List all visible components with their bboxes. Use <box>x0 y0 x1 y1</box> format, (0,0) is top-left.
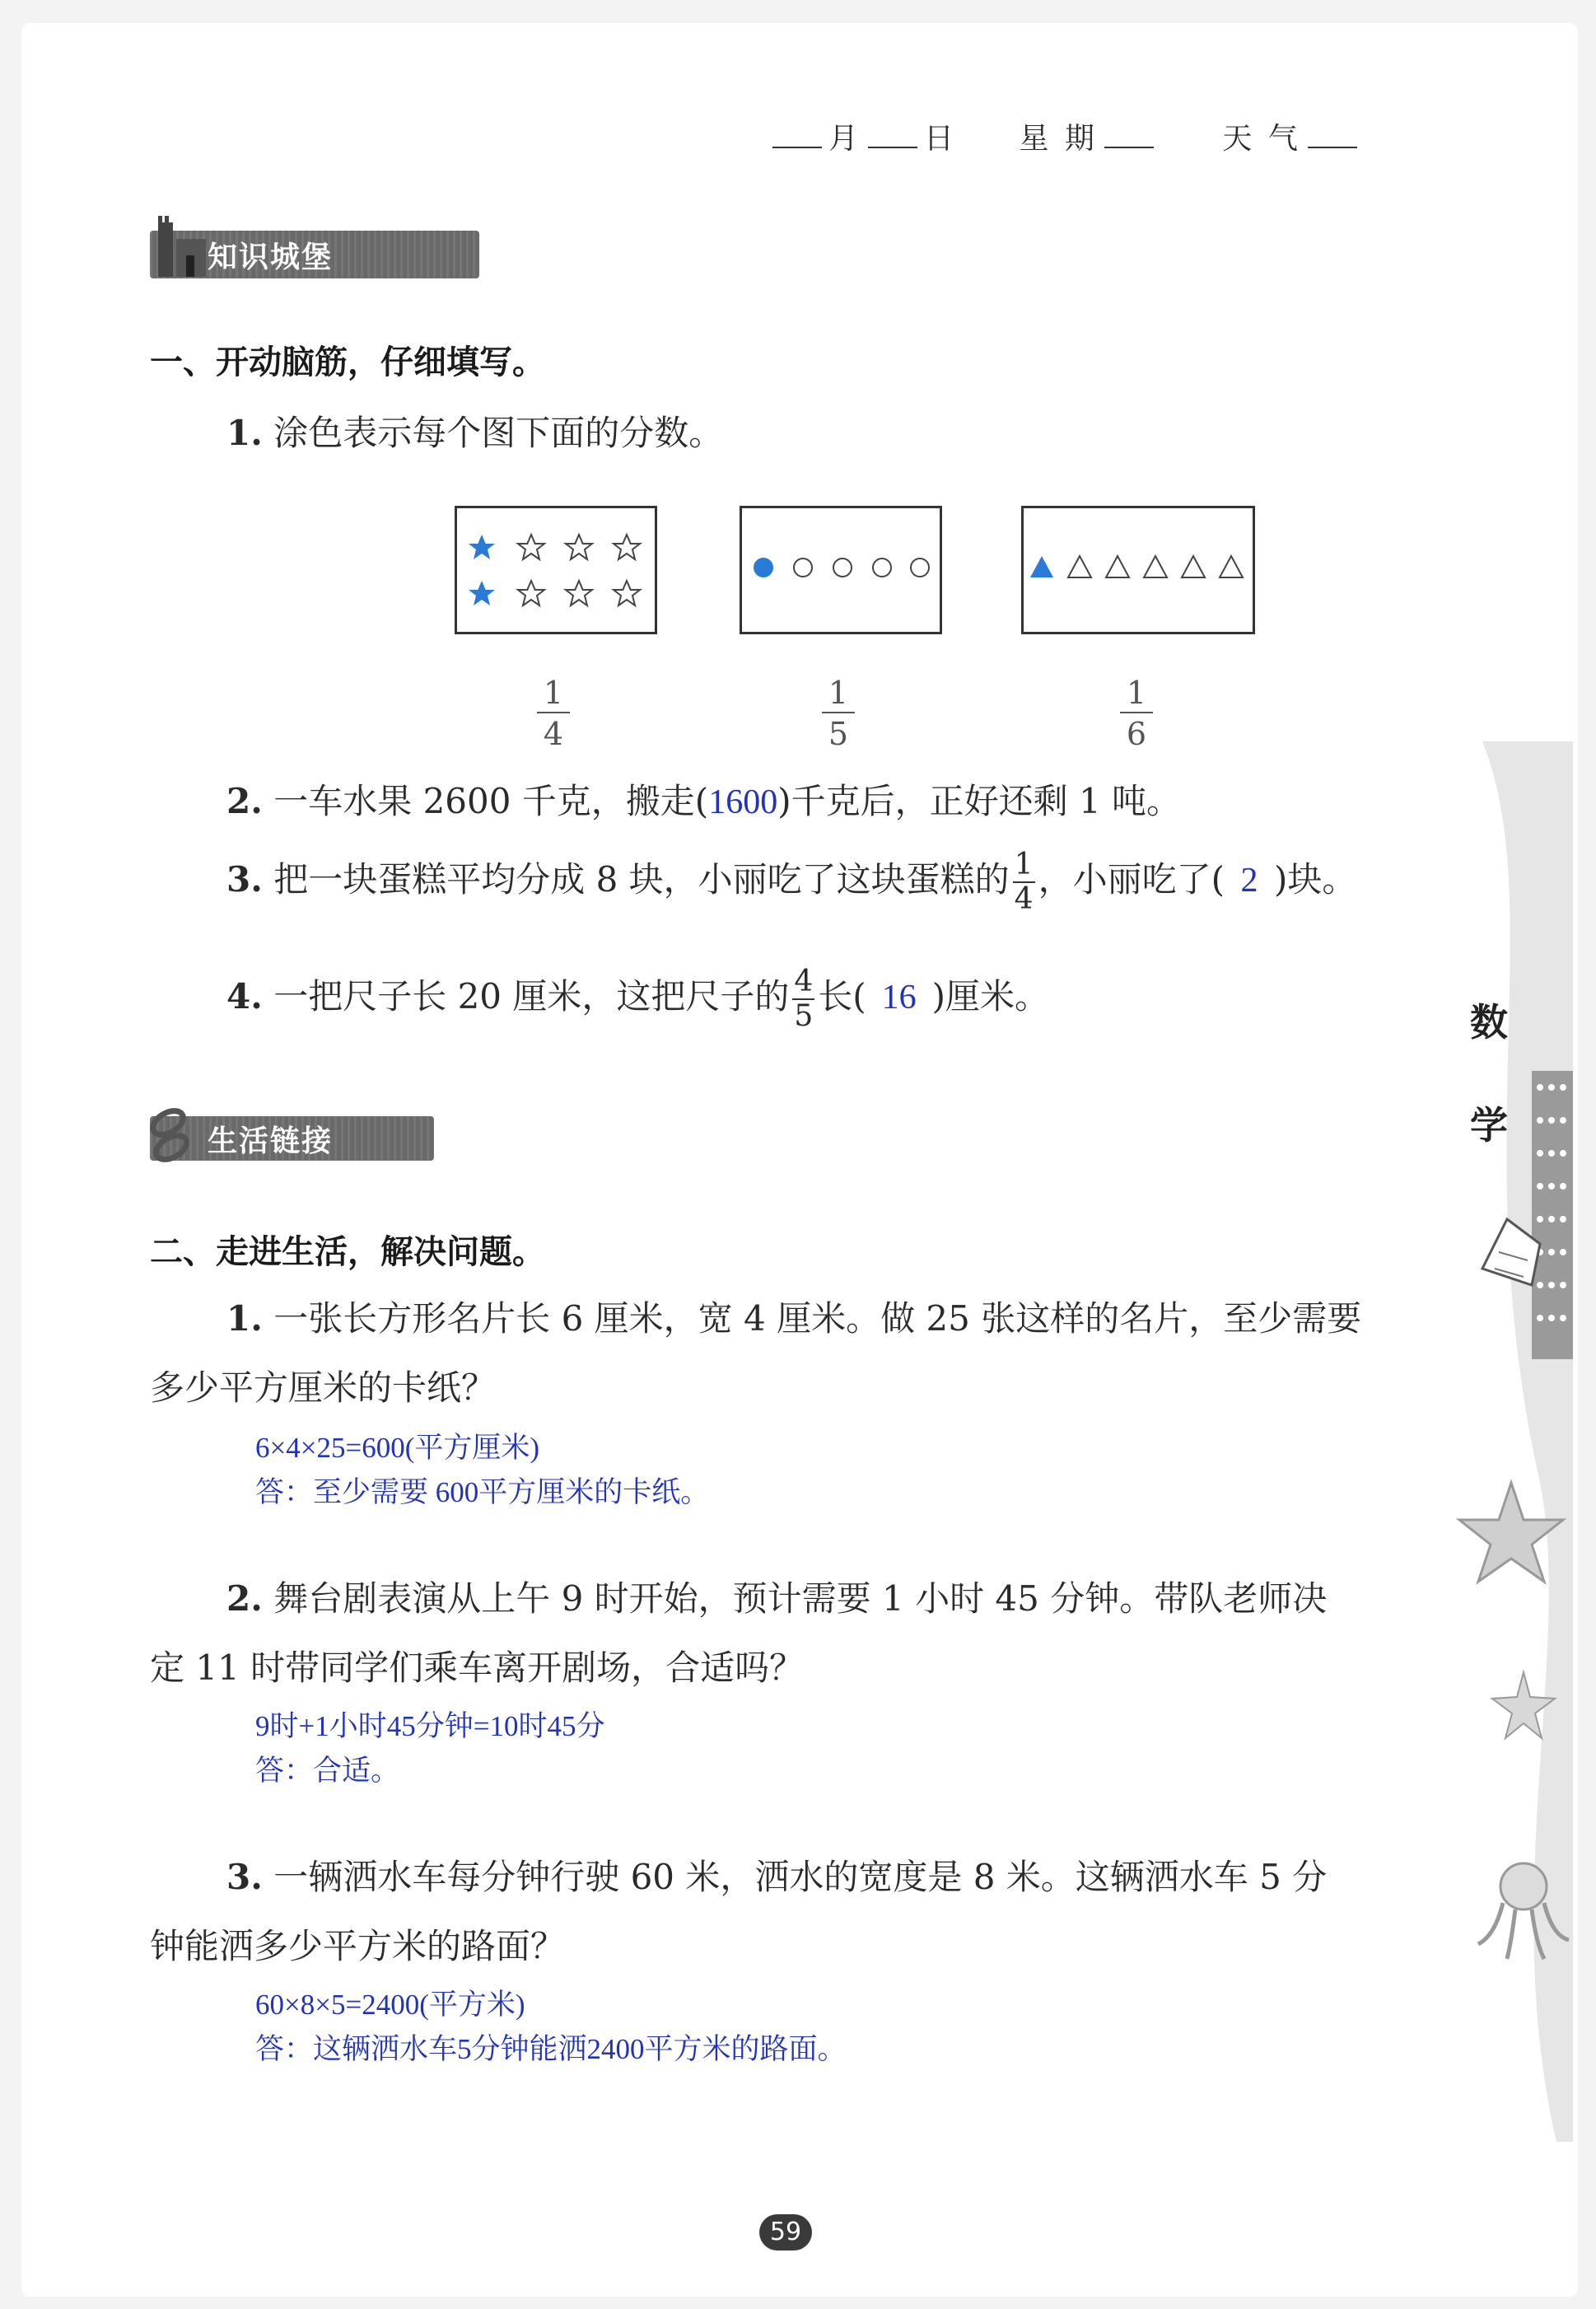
question-2: 2. 一车水果 2600 千克，搬走(1600)千克后，正好还剩 1 吨。 <box>226 781 1182 821</box>
sidebar-decoration <box>1449 741 1573 2142</box>
question-text: 涂色表示每个图下面的分数。 <box>273 413 724 453</box>
answer-work: 60×8×5=2400(平方米) <box>255 1989 525 2021</box>
problem-1-line2: 多少平方厘米的卡纸？ <box>150 1367 497 1408</box>
month-blank <box>772 122 822 148</box>
section-title: 二、走进生活，解决问题。 <box>150 1233 545 1271</box>
page-number: 59 <box>759 2214 812 2251</box>
answer-value: 1600 <box>708 783 778 821</box>
day-blank <box>868 122 917 148</box>
answer-work: 9时+1小时45分钟=10时45分 <box>255 1710 605 1742</box>
weekday-label: 星 期 <box>1019 122 1098 156</box>
fraction-label: $\frac{1}{4}$ <box>537 674 570 755</box>
circle-figure-box <box>740 506 942 634</box>
question-3: 3. 把一块蛋糕平均分成 8 块，小丽吃了这块蛋糕的 $\frac{1}{4}$ ，小丽吃了( 2 )块。 <box>226 848 1357 916</box>
weather-blank <box>1308 122 1357 148</box>
problem-2-line1: 2. 舞台剧表演从上午 9 时开始，预计需要 1 小时 45 分钟。带队老师决 <box>226 1578 1328 1619</box>
star-icon-filled <box>469 535 495 559</box>
weather-label: 天 气 <box>1222 122 1301 156</box>
circle-icon <box>794 559 812 577</box>
triangle-icon <box>1068 556 1091 577</box>
answer-value: 2 <box>1240 862 1258 900</box>
star-icon <box>566 581 592 605</box>
problem-number: 1. <box>226 1298 263 1339</box>
triangle-icon <box>1182 556 1205 577</box>
problem-1-line1: 1. 一张长方形名片长 6 厘米，宽 4 厘米。做 25 张这样的名片，至少需要 <box>226 1298 1362 1339</box>
question-number: 4. <box>226 976 263 1017</box>
answer-statement: 答：合适。 <box>255 1755 400 1787</box>
date-header <box>766 115 1364 157</box>
triangle-icon <box>1220 556 1243 577</box>
question-number: 3. <box>226 859 263 900</box>
circle-icon <box>833 559 852 577</box>
triangle-figure-box <box>1021 506 1255 634</box>
star-icon <box>614 581 640 605</box>
star-icon-filled <box>469 581 495 605</box>
problem-3-line1: 3. 一辆洒水车每分钟行驶 60 米，洒水的宽度是 8 米。这辆洒水车 5 分 <box>226 1857 1328 1897</box>
question-4: 4. 一把尺子长 20 厘米，这把尺子的 $\frac{4}{5}$ 长( 16 )厘米。 <box>226 965 1050 1033</box>
problem-3-line2: 钟能洒多少平方米的路面？ <box>150 1926 566 1966</box>
circle-icon <box>911 559 929 577</box>
weekday-blank <box>1104 122 1154 148</box>
answer-value: 16 <box>881 979 917 1017</box>
inline-fraction: $\frac{1}{4}$ <box>1014 848 1034 916</box>
star-icon <box>566 535 592 559</box>
inline-fraction: $\frac{4}{5}$ <box>794 965 814 1033</box>
problem-2-line2: 定 11 时带同学们乘车离开剧场，合适吗？ <box>150 1648 805 1688</box>
answer-work: 6×4×25=600(平方厘米) <box>255 1432 540 1464</box>
question-number: 1. <box>226 413 263 453</box>
triangle-icon-filled <box>1030 556 1053 577</box>
subject-label-char: 数 <box>1470 1000 1508 1045</box>
banner-label: 生活链接 <box>208 1124 334 1158</box>
fraction-label: $\frac{1}{5}$ <box>822 674 855 755</box>
star-icon <box>518 581 544 605</box>
triangles-figure <box>1024 508 1253 632</box>
circles-figure <box>742 508 940 632</box>
triangle-icon <box>1144 556 1167 577</box>
fraction-label: $\frac{1}{6}$ <box>1120 674 1153 755</box>
star-icon <box>518 535 544 559</box>
circle-icon <box>873 559 891 577</box>
problem-number: 3. <box>226 1857 263 1897</box>
answer-statement: 答：这辆洒水车5分钟能洒2400平方米的路面。 <box>255 2033 847 2065</box>
day-label: 日 <box>924 122 958 156</box>
question-number: 2. <box>226 781 263 821</box>
circle-icon-filled <box>754 558 773 577</box>
month-label: 月 <box>828 122 862 156</box>
section-banner-life <box>150 1116 434 1161</box>
castle-icon <box>153 206 211 280</box>
problem-number: 2. <box>226 1578 263 1619</box>
chain-link-icon <box>143 1103 201 1169</box>
answer-statement: 答：至少需要 600平方厘米的卡纸。 <box>255 1476 710 1508</box>
question-1 <box>226 406 723 456</box>
stars-figure <box>457 508 655 632</box>
star-icon <box>614 535 640 559</box>
star-figure-box <box>455 506 657 634</box>
section-banner-knowledge <box>150 231 479 278</box>
triangle-icon <box>1106 556 1129 577</box>
section-title: 一、开动脑筋，仔细填写。 <box>150 344 545 381</box>
banner-label: 知识城堡 <box>208 240 334 274</box>
subject-label-char: 学 <box>1470 1103 1508 1147</box>
